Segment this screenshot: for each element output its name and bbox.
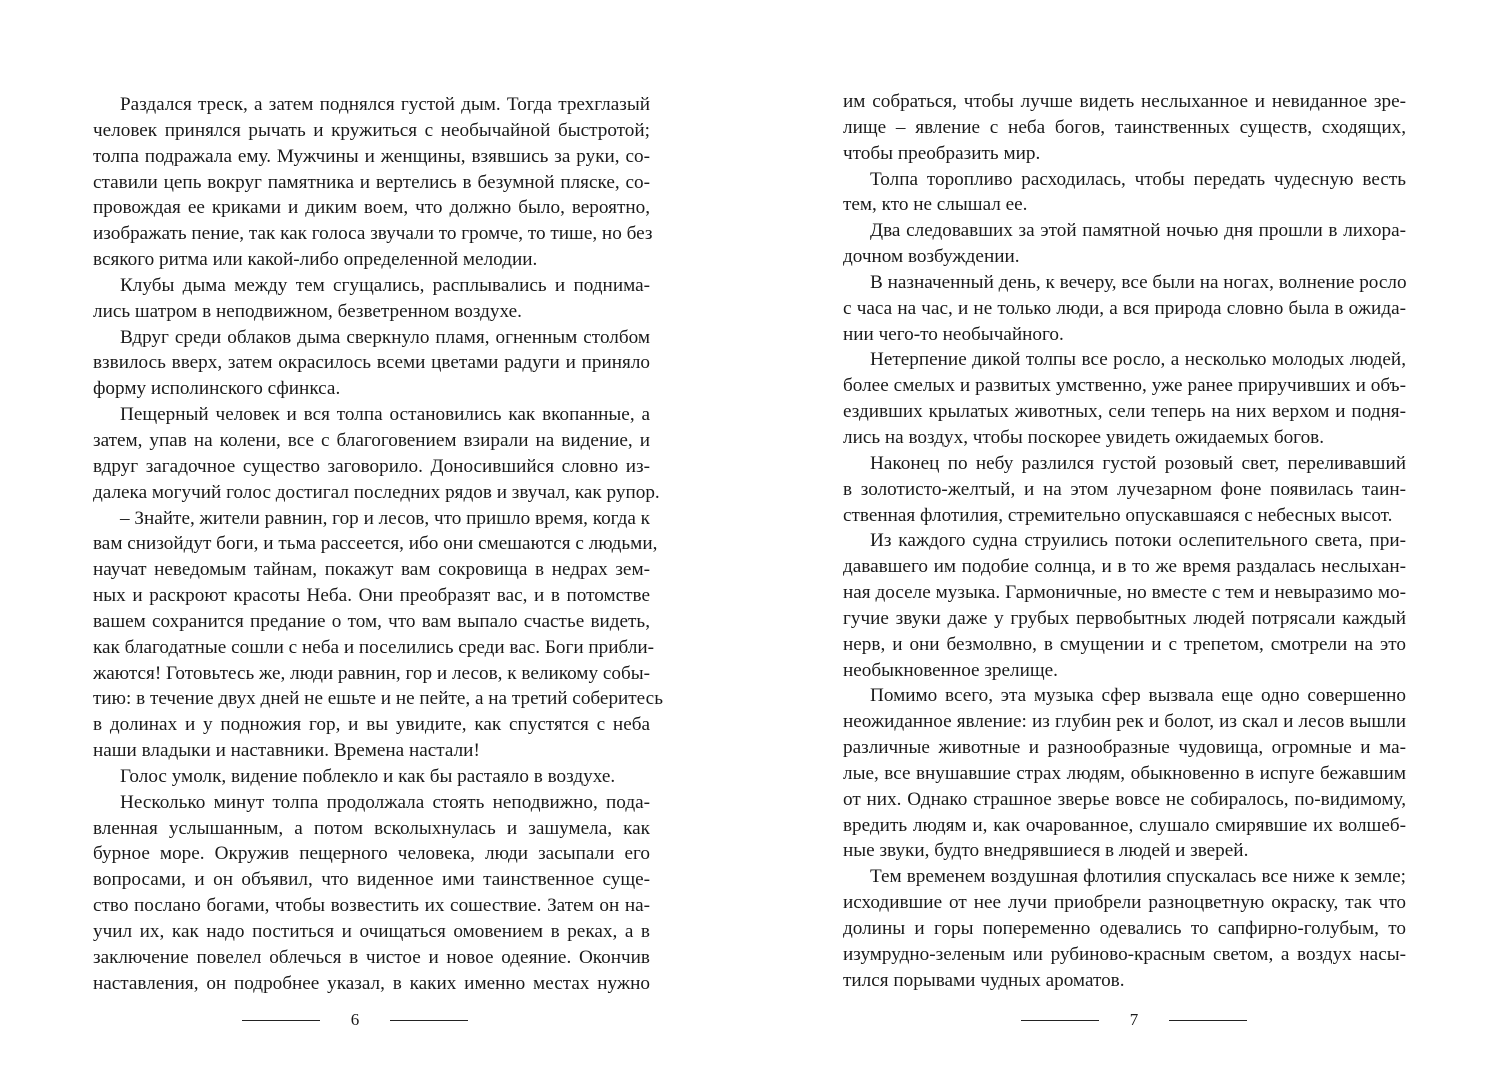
text-line: ные звуки, будто внедрявшиеся в людей и зверей.: [843, 840, 1249, 862]
text-line: неожиданное явление: из глубин рек и болот, из скал и лесов вышли: [843, 711, 1406, 733]
page-number: 7: [1129, 1010, 1139, 1029]
text-line: Толпа торопливо расходилась, чтобы передать чудесную весть: [870, 168, 1406, 190]
left-page: [0, 0, 750, 1080]
text-line: толпа подражала ему. Мужчины и женщины, взявшись за руки, со-: [93, 145, 650, 167]
text-line: чтобы преобразить мир.: [843, 142, 1041, 164]
text-line: ственная флотилия, стремительно опускавшаяся с небесных высот.: [843, 504, 1393, 526]
text-line: с часа на час, и не только люди, а вся природа словно была в ожида-: [843, 297, 1406, 319]
text-line: ездивших крылатых животных, сели теперь на них верхом и подня-: [843, 401, 1406, 423]
text-line: Нетерпение дикой толпы все росло, а несколько молодых людей,: [870, 349, 1406, 371]
text-line: гучие звуки даже у грубых первобытных людей потрясали каждый: [843, 607, 1406, 629]
text-line: вашем сохранится предание о том, что вам выпало счастье видеть,: [93, 610, 650, 632]
text-line: как благодатные сошли с неба и поселились среди вас. Боги прибли-: [93, 636, 655, 658]
folio-rule-right: [390, 1020, 468, 1021]
text-line: вредить людям и, как очарованное, слушало смирявшие их волшеб-: [843, 814, 1406, 836]
text-line: учил их, как надо поститься и очищаться омовением в реках, а в: [93, 921, 650, 942]
text-line: Голос умолк, видение поблекло и как бы растаяло в воздухе.: [120, 765, 616, 787]
text-line: заключение повелел облечься в чистое и новое одеяние. Окончив: [93, 946, 650, 968]
text-line: В назначенный день, к вечеру, все были на ногах, волнение росло: [870, 271, 1407, 293]
folio-rule-left: [1021, 1020, 1099, 1021]
text-line: затем, упав на колени, все с благоговением взирали на видение, и: [93, 429, 650, 451]
text-line: лись шатром в неподвижном, безветренном воздухе.: [93, 300, 522, 322]
text-line: необыкновенное зрелище.: [843, 659, 1058, 681]
left-page-folio: [242, 1008, 468, 1032]
text-line: Тем временем воздушная флотилия спускалась все ниже к земле;: [870, 866, 1406, 888]
right-page-folio: [1021, 1008, 1247, 1032]
text-line: Раздался треск, а затем поднялся густой дым. Тогда трехглазый: [120, 94, 650, 115]
text-line: лые, все внушавшие страх людям, обыкновенно в испуге бежавшим: [843, 762, 1406, 784]
text-line: в долинах и у подножия гор, и вы увидите, как спустятся с неба: [93, 714, 650, 736]
text-line: ставили цепь вокруг памятника и вертелись в безумной пляске, со-: [93, 171, 650, 193]
text-line: наши владыки и наставники. Времена настали!: [93, 740, 480, 762]
text-line: более смелых и развитых умственно, уже ранее приручивших и объ-: [843, 375, 1406, 397]
text-line: ная доселе музыка. Гармоничные, но вместе с тем и невыразимо мо-: [843, 582, 1406, 604]
text-line: форму исполинского сфинкса.: [93, 378, 341, 400]
text-line: бурное море. Окружив пещерного человека, люди засыпали его: [93, 843, 650, 865]
text-line: человек принялся рычать и кружиться с необычайной быстротой;: [93, 119, 650, 141]
text-line: дочном возбуждении.: [843, 246, 1020, 268]
text-line: тился порывами чудных ароматов.: [843, 969, 1125, 991]
text-line: вопросами, и он объявил, что виденное ими таинственное суще-: [93, 869, 650, 891]
text-line: наставления, он подробнее указал, в каких именно местах нужно: [93, 972, 650, 994]
folio-rule-left: [242, 1020, 320, 1021]
text-line: провождая ее криками и диким воем, что должно было, вероятно,: [93, 197, 650, 219]
text-line: Помимо всего, эта музыка сфер вызвала еще одно совершенно: [870, 685, 1406, 707]
text-line: дававшего им подобие солнца, и в то же время раздалась неслыхан-: [843, 556, 1406, 578]
text-line: нерв, и они безмолвно, в смущении и с трепетом, смотрели на это: [843, 633, 1406, 655]
text-line: изумрудно-зеленым или рубиново-красным светом, а воздух насы-: [843, 943, 1406, 965]
text-line: изображать пение, так как голоса звучали то громче, то тише, но без: [93, 223, 653, 245]
folio-rule-right: [1169, 1020, 1247, 1021]
text-line: взвилось вверх, затем окрасилось всеми цветами радуги и приняло: [93, 352, 650, 374]
text-line: Из каждого судна струились потоки ослепительного света, при-: [870, 530, 1406, 552]
text-line: Вдруг среди облаков дыма сверкнуло пламя, огненным столбом: [120, 326, 650, 348]
text-line: в золотисто-желтый, и на этом лучезарном фоне появилась таин-: [843, 478, 1406, 500]
text-line: нии чего-то необычайного.: [843, 323, 1064, 345]
text-line: им собраться, чтобы лучше видеть неслыханное и невиданное зре-: [843, 91, 1406, 112]
text-line: вдруг загадочное существо заговорило. Доносившийся словно из-: [93, 455, 650, 477]
text-line: различные животные и разнообразные чудовища, огромные и ма-: [843, 737, 1406, 759]
text-line: тем, кто не слышал ее.: [843, 194, 1028, 216]
text-line: лище – явление с неба богов, таинственных существ, сходящих,: [843, 116, 1406, 138]
left-page-text: [93, 92, 663, 997]
text-line: научат неведомым тайнам, покажут вам сокровища в недрах зем-: [93, 559, 650, 581]
text-line: Наконец по небу разлился густой розовый свет, переливавший: [870, 452, 1406, 474]
page-number: 6: [350, 1010, 360, 1029]
text-line: далека могучий голос достигал последних рядов и звучал, как рупор.: [93, 481, 660, 503]
text-line: исходившие от нее лучи приобрели разноцветную окраску, так что: [843, 892, 1406, 914]
text-line: долины и горы попеременно одевались то сапфирно-голубым, то: [843, 918, 1406, 939]
text-line: ство послано богами, чтобы возвестить их сошествие. Затем он на-: [93, 895, 650, 917]
text-line: тию: в течение двух дней не ешьте и не пейте, а на третий соберитесь: [93, 688, 663, 710]
text-line: от них. Однако страшное зверье вовсе не собиралось, по-видимому,: [843, 788, 1406, 810]
text-line: – Знайте, жители равнин, гор и лесов, что пришло время, когда к: [120, 507, 650, 529]
text-line: Пещерный человек и вся толпа остановились как вкопанные, а: [120, 404, 650, 426]
text-line: ных и раскроют красоты Неба. Они преобразят вас, и в потомстве: [93, 585, 650, 607]
text-line: вленная услышанным, а потом всколыхнулась и зашумела, как: [93, 817, 650, 839]
text-line: всякого ритма или какой-либо определенной мелодии.: [93, 249, 538, 271]
text-line: Клубы дыма между тем сгущались, расплывались и поднима-: [120, 274, 650, 296]
text-line: вам снизойдут боги, и тьма рассеется, ибо они смешаются с людьми,: [93, 533, 658, 555]
right-page-text: [843, 89, 1406, 994]
text-line: жаются! Готовьтесь же, люди равнин, гор и лесов, к великому собы-: [93, 662, 650, 684]
text-line: Два следовавших за этой памятной ночью дня прошли в лихора-: [870, 220, 1406, 242]
text-line: лись на воздух, чтобы поскорее увидеть ожидаемых богов.: [843, 426, 1325, 448]
right-page: [750, 0, 1501, 1080]
text-line: Несколько минут толпа продолжала стоять неподвижно, пода-: [120, 791, 650, 813]
